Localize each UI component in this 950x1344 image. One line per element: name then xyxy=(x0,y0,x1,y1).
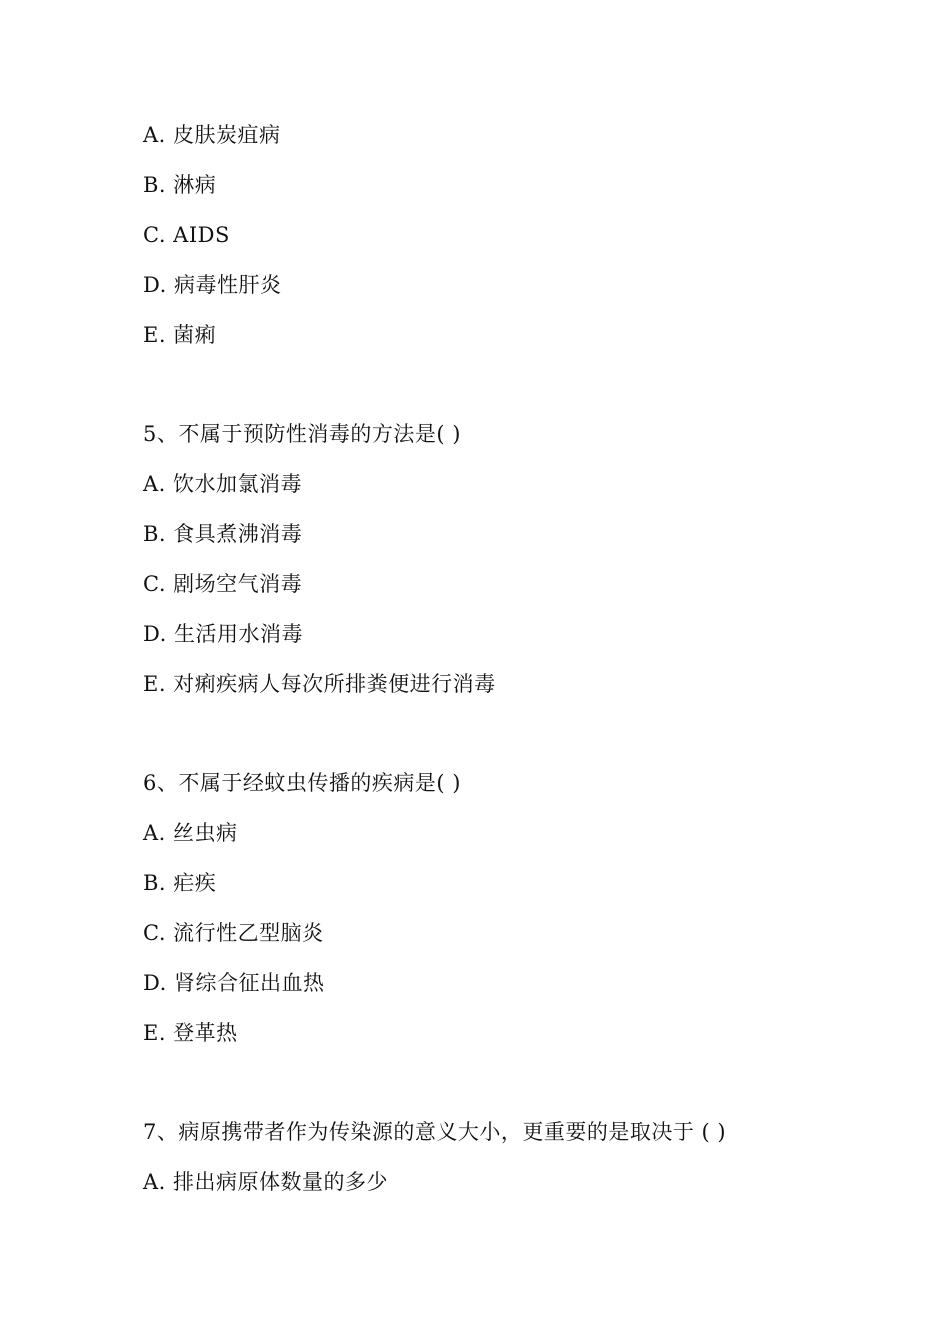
q4-option-d: D. 病毒性肝炎 xyxy=(143,273,282,297)
q6-option-a: A. 丝虫病 xyxy=(143,821,238,845)
question-6: 6、不属于经蚊虫传播的疾病是( ) xyxy=(143,771,461,795)
q5-option-c: C. 剧场空气消毒 xyxy=(143,572,303,596)
q6-option-e: E. 登革热 xyxy=(143,1021,238,1045)
q6-option-d: D. 肾综合征出血热 xyxy=(143,971,325,995)
q5-option-b: B. 食具煮沸消毒 xyxy=(143,522,303,546)
q6-option-b: B. 疟疾 xyxy=(143,871,217,895)
question-7: 7、病原携带者作为传染源的意义大小，更重要的是取决于 ( ) xyxy=(143,1120,727,1144)
q5-option-d: D. 生活用水消毒 xyxy=(143,622,303,646)
q5-option-a: A. 饮水加氯消毒 xyxy=(143,472,303,496)
q7-option-a: A. 排出病原体数量的多少 xyxy=(143,1170,389,1194)
q5-option-e: E. 对痢疾病人每次所排粪便进行消毒 xyxy=(143,672,496,696)
question-5: 5、不属于预防性消毒的方法是( ) xyxy=(143,422,461,446)
q4-option-a: A. 皮肤炭疽病 xyxy=(143,123,281,147)
q4-option-c: C. AIDS xyxy=(143,223,230,247)
q6-option-c: C. 流行性乙型脑炎 xyxy=(143,921,324,945)
q4-option-e: E. 菌痢 xyxy=(143,323,217,347)
q4-option-b: B. 淋病 xyxy=(143,173,217,197)
